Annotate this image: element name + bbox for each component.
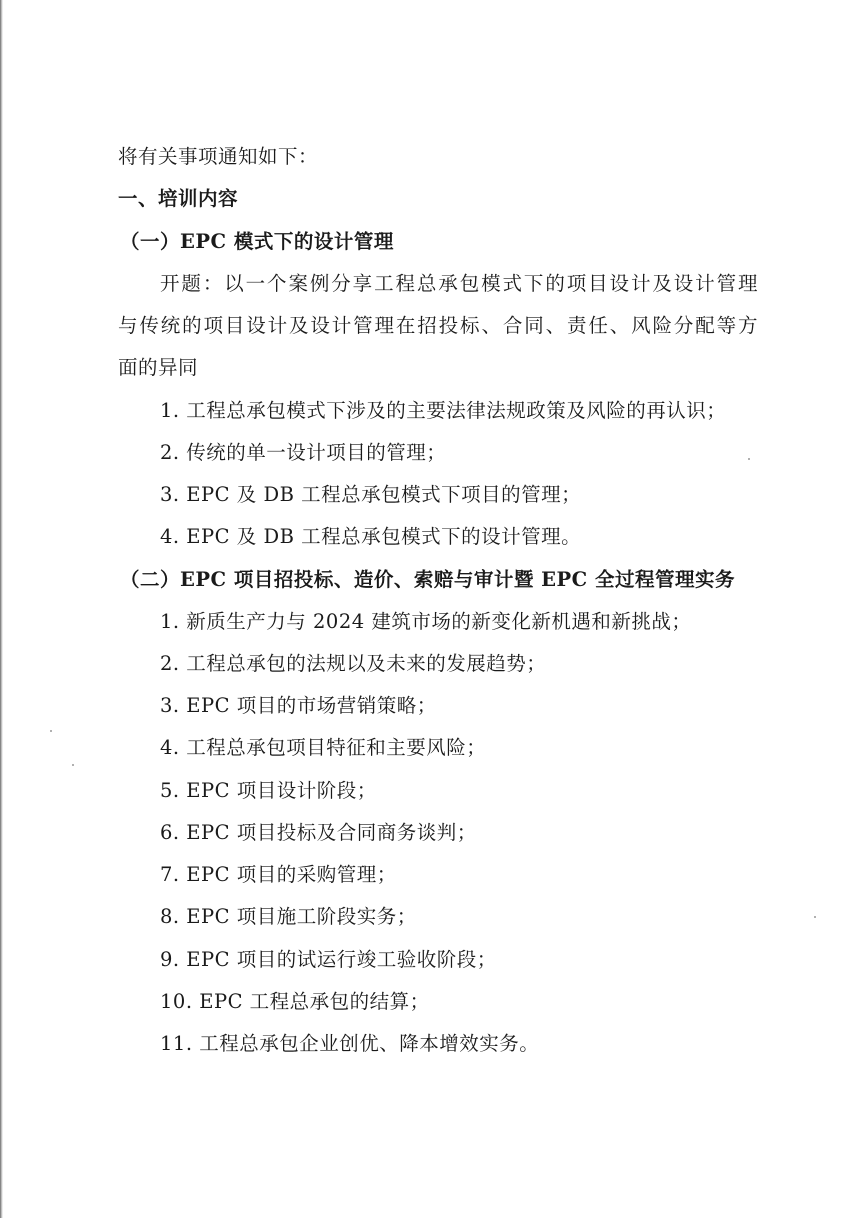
list-item: 3. EPC 项目的市场营销策略；: [160, 694, 437, 717]
list-item: 11. 工程总承包企业创优、降本增效实务。: [160, 1032, 540, 1055]
list-item: 7. EPC 项目的采购管理；: [160, 863, 397, 886]
subsection-heading-1: （一）EPC 模式下的设计管理: [120, 230, 394, 253]
scan-speck: [50, 730, 52, 732]
list-item: 1. 新质生产力与 2024 建筑市场的新变化新机遇和新挑战；: [160, 610, 692, 633]
list-item: 2. 传统的单一设计项目的管理；: [160, 441, 447, 464]
scan-speck: [814, 916, 816, 918]
list-item: 2. 工程总承包的法规以及未来的发展趋势；: [160, 652, 547, 675]
opening-paragraph-line: 开题：以一个案例分享工程总承包模式下的项目设计及设计管理: [160, 272, 758, 295]
list-item: 9. EPC 项目的试运行竣工验收阶段；: [160, 948, 497, 971]
scan-speck: [748, 458, 750, 460]
scan-border: [0, 0, 3, 1218]
opening-paragraph-line: 面的异同: [118, 356, 199, 379]
section-heading: 一、培训内容: [118, 187, 239, 210]
list-item: 4. 工程总承包项目特征和主要风险；: [160, 736, 487, 759]
subsection-heading-2: （二）EPC 项目招投标、造价、索赔与审计暨 EPC 全过程管理实务: [120, 568, 735, 591]
list-item: 4. EPC 及 DB 工程总承包模式下的设计管理。: [160, 525, 582, 548]
list-item: 10. EPC 工程总承包的结算；: [160, 990, 430, 1013]
scan-speck: [72, 764, 74, 766]
list-item: 5. EPC 项目设计阶段；: [160, 779, 377, 802]
list-item: 6. EPC 项目投标及合同商务谈判；: [160, 821, 477, 844]
list-item: 1. 工程总承包模式下涉及的主要法律法规政策及风险的再认识；: [160, 399, 727, 422]
list-item: 3. EPC 及 DB 工程总承包模式下项目的管理；: [160, 483, 582, 506]
opening-paragraph-line: 与传统的项目设计及设计管理在招投标、合同、责任、风险分配等方: [118, 314, 758, 337]
intro-text: 将有关事项通知如下：: [118, 145, 319, 168]
list-item: 8. EPC 项目施工阶段实务；: [160, 905, 417, 928]
